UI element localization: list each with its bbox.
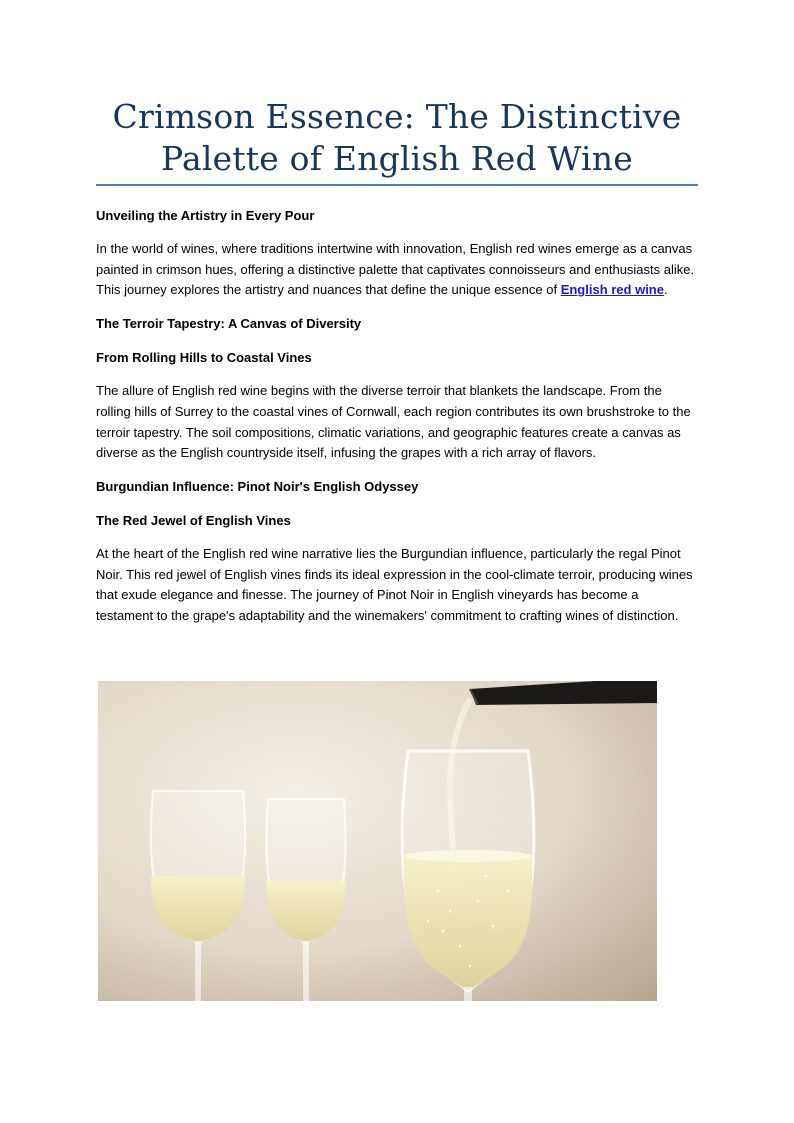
intro-text: In the world of wines, where traditions intertwine with innovation, English red wines emerge as a canvas painted in crimson hues, offering a distinctive palette that captivates connoisseurs and enthusiasts alike. This journey explores the artistry and nuances that define the unique essence of: [96, 241, 695, 298]
section-heading-artistry: Unveiling the Artistry in Every Pour: [96, 208, 315, 223]
burgundian-paragraph: At the heart of the English red wine narrative lies the Burgundian influence, particularly the regal Pinot Noir. This red jewel of English vines finds its ideal expression in the cool-climate terroir, producing wines that exude elegance and finesse. The journey of Pinot Noir in English vineyards has become a testament to the grape's adaptability and the winemakers' commitment to crafting wines of distinction.: [96, 545, 693, 624]
terroir-paragraph: The allure of English red wine begins with the diverse terroir that blankets the landscape. From the rolling hills of Surrey to the coastal vines of Cornwall, each region contributes its own brushstroke to the terroir tapestry. The soil compositions, climatic variations, and geographic features create a canvas as diverse as the English countryside itself, infusing the grapes with a rich array of flavors.: [96, 383, 691, 461]
intro-end: .: [663, 282, 668, 298]
english-red-wine-link[interactable]: English red wine: [560, 282, 664, 298]
title-line-1: Crimson Essence: The Distinctive: [112, 97, 682, 136]
section-heading-burgundian: Burgundian Influence: Pinot Noir's English Odyssey: [96, 478, 419, 494]
subheading-red-jewel: The Red Jewel of English Vines: [96, 512, 291, 528]
title-divider: [96, 184, 698, 186]
wine-glasses-photo: [98, 681, 657, 1001]
intro-paragraph: [96, 239, 698, 301]
subheading-rolling-hills: From Rolling Hills to Coastal Vines: [96, 350, 312, 366]
page-title: [96, 96, 698, 180]
title-line-2: Palette of English Red Wine: [161, 139, 633, 178]
document-page: [96, 96, 698, 627]
section-heading-terroir: The Terroir Tapestry: A Canvas of Diversity: [96, 316, 362, 332]
